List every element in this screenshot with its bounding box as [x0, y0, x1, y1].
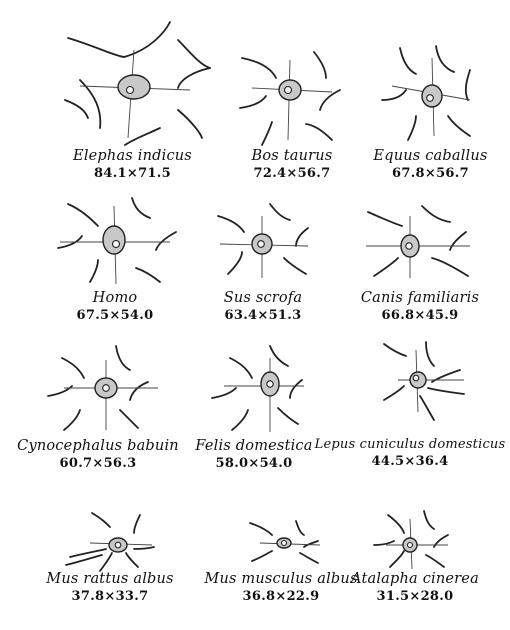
- nucleus-shape: [118, 75, 150, 99]
- nucleolus-shape: [115, 542, 121, 548]
- cell-drawing: [184, 340, 324, 440]
- specimen-equus-caballus: [358, 40, 503, 195]
- specimen-name: Atalapha cinerea: [351, 571, 479, 587]
- specimen-bos-taurus: [222, 40, 362, 195]
- specimen-dimensions: 67.5×54.0: [76, 307, 154, 323]
- specimen-cynocephalus-babuin: [8, 340, 188, 490]
- specimen-dimensions: 84.1×71.5: [94, 165, 171, 181]
- specimen-elephas-indicus: [40, 10, 225, 195]
- specimen-name: Lepus cuniculus domesticus: [314, 437, 506, 452]
- cell-drawing: [198, 192, 328, 292]
- specimen-dimensions: 44.5×36.4: [371, 453, 449, 469]
- nucleolus-shape: [282, 541, 287, 546]
- specimen-name: Felis domestica: [195, 438, 313, 454]
- cell-drawing: [40, 192, 190, 292]
- specimen-name: Cynocephalus babuin: [17, 438, 179, 454]
- cell-drawing: [30, 505, 190, 575]
- specimen-dimensions: 67.8×56.7: [392, 165, 469, 181]
- cell-drawing: [340, 192, 500, 292]
- specimen-name: Bos taurus: [251, 148, 333, 164]
- specimen-name: Homo: [92, 290, 138, 306]
- cell-drawing: [358, 40, 503, 150]
- specimen-lepus-cuniculus-domesticus: [314, 340, 506, 490]
- specimen-canis-familiaris: [340, 192, 500, 342]
- nucleolus-shape: [127, 87, 134, 94]
- specimen-name: Equus caballus: [373, 148, 488, 164]
- specimen-dimensions: 63.4×51.3: [224, 307, 302, 323]
- specimen-dimensions: 60.7×56.3: [59, 455, 137, 471]
- specimen-mus-rattus-albus: [30, 505, 190, 625]
- nucleolus-shape: [406, 243, 412, 249]
- specimen-name: Mus rattus albus: [46, 571, 174, 587]
- cell-drawing: [8, 340, 188, 440]
- cell-drawing: [340, 505, 490, 575]
- specimen-dimensions: 36.8×22.9: [242, 588, 320, 604]
- nucleolus-shape: [427, 95, 434, 102]
- nucleolus-shape: [103, 385, 110, 392]
- specimen-felis-domestica: [184, 340, 324, 490]
- specimen-atalapha-cinerea: [340, 505, 490, 625]
- nucleolus-shape: [267, 381, 273, 387]
- specimen-dimensions: 37.8×33.7: [71, 588, 149, 604]
- specimen-dimensions: 58.0×54.0: [215, 455, 293, 471]
- specimen-dimensions: 31.5×28.0: [376, 588, 454, 604]
- specimen-dimensions: 72.4×56.7: [253, 165, 331, 181]
- specimen-name: Canis familiaris: [360, 290, 480, 306]
- specimen-sus-scrofa: [198, 192, 328, 342]
- specimen-dimensions: 66.8×45.9: [381, 307, 459, 323]
- specimen-homo: [40, 192, 190, 342]
- nucleolus-shape: [413, 375, 419, 381]
- specimen-name: Sus scrofa: [223, 290, 303, 306]
- cell-drawing: [314, 340, 506, 440]
- cell-drawing: [40, 10, 225, 150]
- nucleolus-shape: [408, 543, 413, 548]
- nucleus-shape: [103, 226, 125, 254]
- specimen-name: Mus musculus albus: [204, 571, 358, 587]
- nucleolus-shape: [258, 241, 265, 248]
- specimen-name: Elephas indicus: [73, 148, 192, 164]
- nucleolus-shape: [113, 241, 120, 248]
- cell-drawing: [222, 40, 362, 150]
- nucleolus-shape: [285, 87, 292, 94]
